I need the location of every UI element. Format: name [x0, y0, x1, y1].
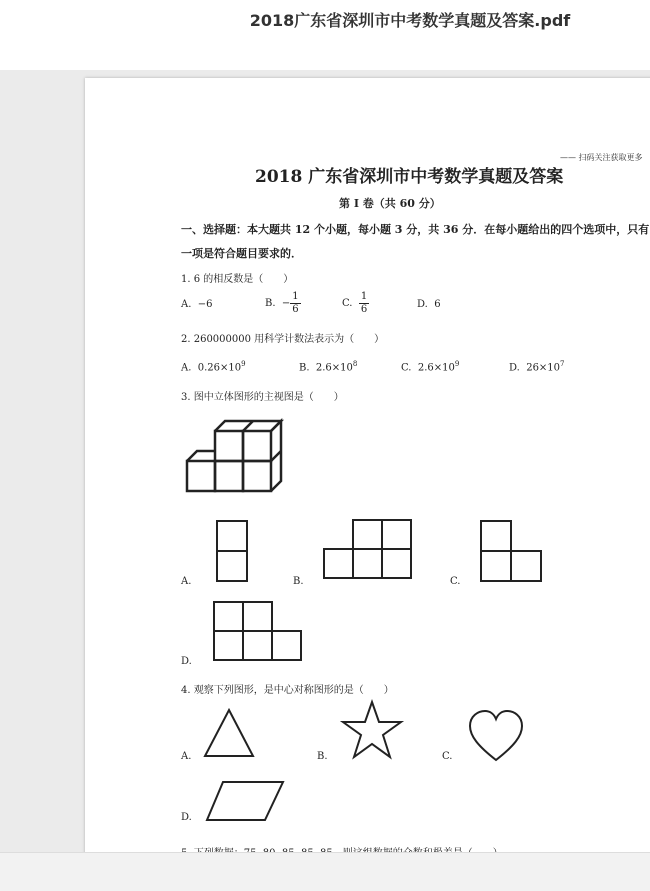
- q2-option-b: B. $2.6\times 10^8$: [299, 360, 358, 374]
- section-heading-line2: 一项是符合题目要求的．: [181, 247, 302, 260]
- q3-option-c-figure: [480, 520, 542, 582]
- q3-option-b-label: B.: [293, 576, 304, 587]
- q4-option-d-label: D.: [181, 812, 192, 823]
- q2-option-c: C. $2.6\times 10^9$: [401, 360, 460, 374]
- q1-option-b: B. − $\frac{1}{6}$: [265, 291, 299, 315]
- question-1-stem: 1. 6 的相反数是（ ）: [181, 274, 294, 285]
- scan-note: —— 扫码关注获取更多: [560, 153, 643, 162]
- document-title: 2018 广东省深圳市中考数学真题及答案: [255, 167, 564, 187]
- q4-option-c-label: C.: [442, 751, 453, 762]
- q4-option-a-label: A.: [181, 751, 192, 762]
- file-title: 2018广东省深圳市中考数学真题及答案.pdf: [249, 11, 571, 30]
- section-heading-line1: 一、选择题：本大题共 12 个小题，每小题 3 分，共 36 分．在每小题给出的四个选项中，只有: [181, 223, 650, 236]
- q2-option-a: A. $0.26\times 10^9$: [181, 360, 246, 374]
- document-subtitle: 第 I 卷（共 60 分）: [339, 197, 441, 210]
- question-2-stem: 2. 260000000 用科学计数法表示为（ ）: [181, 334, 385, 345]
- top-bar: [0, 0, 650, 70]
- bottom-bar: [0, 852, 650, 891]
- question-3-stem: 3. 图中立体图形的主视图是（ ）: [181, 392, 344, 403]
- q3-option-d-label: D.: [181, 656, 192, 667]
- q4-heart-figure: [468, 710, 524, 762]
- q3-option-d-figure: [213, 600, 303, 662]
- pdf-page[interactable]: [85, 78, 650, 878]
- q3-solid-figure: [185, 423, 315, 503]
- q4-star-figure: [341, 700, 403, 760]
- q4-parallelogram-figure: [205, 780, 285, 822]
- q3-option-a-figure: [216, 520, 248, 582]
- q4-option-b-label: B.: [317, 751, 328, 762]
- q2-option-d: D. $26\times 10^7$: [509, 360, 565, 374]
- question-4-stem: 4. 观察下列图形，是中心对称图形的是（ ）: [181, 685, 394, 696]
- q1-option-a: A. −6: [181, 299, 213, 310]
- q3-option-a-label: A.: [181, 576, 192, 587]
- q1-option-c: C. $\frac{1}{6}$: [342, 291, 368, 315]
- q3-option-b-figure: [323, 518, 413, 580]
- q1-option-d: D. 6: [417, 299, 441, 310]
- q4-triangle-figure: [203, 708, 255, 758]
- q3-option-c-label: C.: [450, 576, 461, 587]
